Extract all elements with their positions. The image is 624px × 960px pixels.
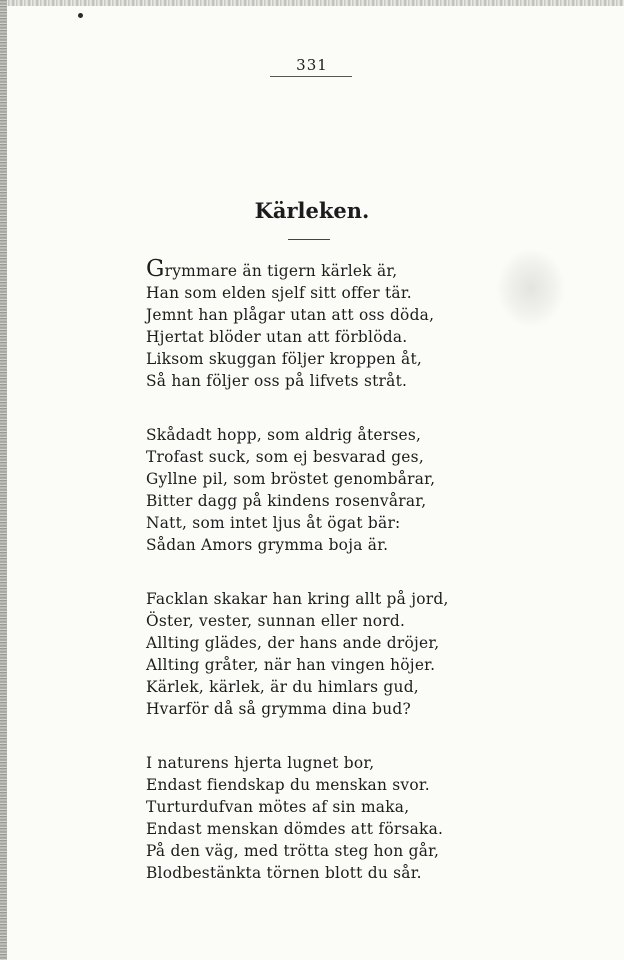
poem-line: Bitter dagg på kindens rosenvårar,: [146, 492, 427, 510]
page-number: 331: [296, 56, 328, 74]
page-number-rule: [270, 76, 352, 77]
poem-line: Sådan Amors grymma boja är.: [146, 536, 389, 554]
page-top-edge: [0, 0, 624, 6]
poem-line: Allting gråter, när han vingen höjer.: [146, 656, 436, 674]
stanza-1: [146, 256, 466, 392]
poem-line: Jemnt han plågar utan att oss döda,: [146, 306, 435, 324]
title-rule: [288, 239, 330, 240]
stanza-3: [146, 588, 466, 720]
poem-line: Skådadt hopp, som aldrig återses,: [146, 426, 422, 444]
poem-line: Facklan skakar han kring allt på jord,: [146, 590, 449, 608]
poem-line: Allting glädes, der hans ande dröjer,: [146, 634, 440, 652]
poem-line: Endast fiendskap du menskan svor.: [146, 776, 430, 794]
poem-line: Gyllne pil, som bröstet genombårar,: [146, 470, 436, 488]
poem-line: Han som elden sjelf sitt offer tär.: [146, 284, 412, 302]
poem-line: På den väg, med trötta steg hon går,: [146, 842, 440, 860]
poem-line: Hjertat blöder utan att förblöda.: [146, 328, 408, 346]
poem-title: Kärleken.: [254, 198, 370, 223]
stanza-2: [146, 424, 466, 556]
page-left-edge: [0, 0, 7, 960]
first-line-rest: rymmare än tigern kärlek är,: [164, 262, 398, 280]
poem-body: [146, 256, 466, 916]
poem-line: Natt, som intet ljus åt ögat bär:: [146, 514, 401, 532]
poem-line: Trofast suck, som ej besvarad ges,: [146, 448, 424, 466]
poem-line: Kärlek, kärlek, är du himlars gud,: [146, 678, 419, 696]
stanza-4: [146, 752, 466, 884]
poem-line: Öster, vester, sunnan eller nord.: [146, 612, 406, 630]
paper-smudge: [496, 248, 566, 328]
poem-line: Blodbestänkta törnen blott du sår.: [146, 864, 422, 882]
poem-line: Turturdufvan mötes af sin maka,: [146, 798, 410, 816]
poem-line: Hvarför då så grymma dina bud?: [146, 700, 412, 718]
drop-cap: G: [146, 256, 165, 282]
poem-line: [146, 256, 466, 282]
poem-line: Liksom skuggan följer kroppen åt,: [146, 350, 423, 368]
ink-speck: [78, 13, 83, 18]
poem-line: Så han följer oss på lifvets stråt.: [146, 372, 408, 390]
poem-line: Endast menskan dömdes att försaka.: [146, 820, 444, 838]
poem-line: I naturens hjerta lugnet bor,: [146, 754, 375, 772]
